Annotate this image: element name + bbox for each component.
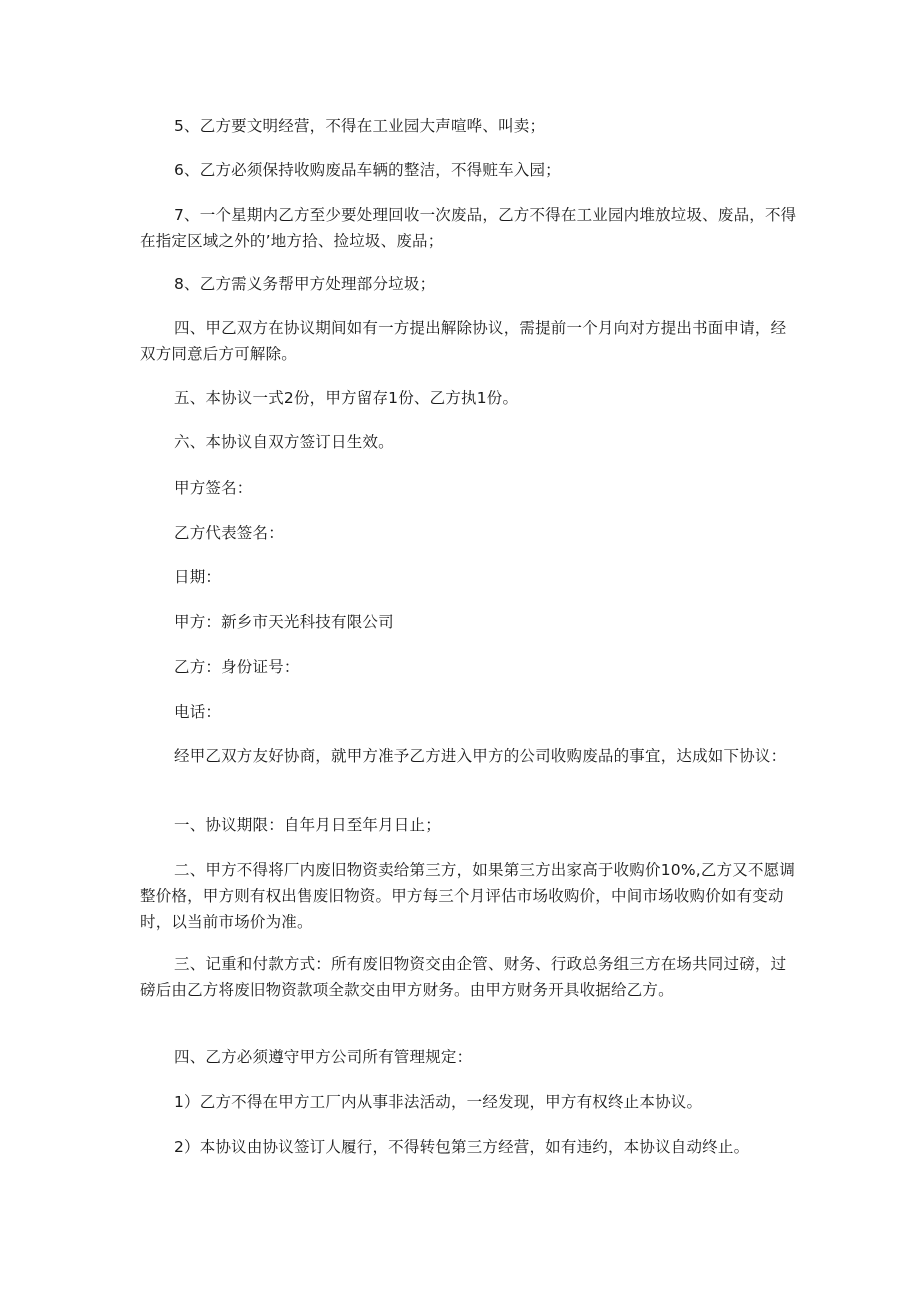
- section-three-payment: 三、记重和付款方式：所有废旧物资交由企管、财务、行政总务组三方在场共同过磅，过磅后由乙方将废旧物资款项全款交由甲方财务。由甲方财务开具收据给乙方。: [140, 955, 787, 999]
- section-one-term: 一、协议期限：自年月日至年月日止；: [174, 816, 441, 834]
- rule-2: 2）本协议由协议签订人履行，不得转包第三方经营，如有违约，本协议自动终止。: [174, 1138, 750, 1156]
- section-two-pricing: 二、甲方不得将厂内废旧物资卖给第三方，如果第三方出家高于收购价10%,乙方又不愿调整价格，甲方则有权出售废旧物资。甲方每三个月评估市场收购价，中间市场收购价如有变动时，以当前市场价为准。: [140, 861, 796, 931]
- party-b-id: 乙方：身份证号：: [174, 658, 300, 676]
- section-five-copies: 五、本协议一式2份，甲方留存1份、乙方执1份。: [174, 389, 519, 407]
- phone-line: 电话：: [174, 703, 222, 721]
- party-b-signature: 乙方代表签名：: [174, 524, 284, 542]
- rule-1: 1）乙方不得在甲方工厂内从事非法活动，一经发现，甲方有权终止本协议。: [174, 1093, 703, 1111]
- section-four-rules: 四、乙方必须遵守甲方公司所有管理规定：: [174, 1048, 473, 1066]
- clause-7: 7、一个星期内乙方至少要处理回收一次废品，乙方不得在工业园内堆放垃圾、废品，不得在指定区域之外的’地方拾、捡垃圾、废品；: [140, 206, 797, 250]
- party-a-signature: 甲方签名：: [174, 479, 253, 497]
- section-six-effective: 六、本协议自双方签订日生效。: [174, 433, 394, 451]
- clause-5: 5、乙方要文明经营，不得在工业园大声喧哗、叫卖；: [174, 117, 546, 135]
- date-line: 日期：: [174, 568, 222, 586]
- clause-6: 6、乙方必须保持收购废品车辆的整洁，不得赃车入园；: [174, 161, 561, 179]
- intro-paragraph: 经甲乙双方友好协商，就甲方准予乙方进入甲方的公司收购废品的事宜，达成如下协议：: [174, 747, 787, 765]
- party-a-company: 甲方：新乡市天光科技有限公司: [174, 613, 394, 631]
- section-four-termination: 四、甲乙双方在协议期间如有一方提出解除协议，需提前一个月向对方提出书面申请，经双方同意后方可解除。: [140, 319, 787, 363]
- clause-8: 8、乙方需义务帮甲方处理部分垃圾；: [174, 275, 436, 293]
